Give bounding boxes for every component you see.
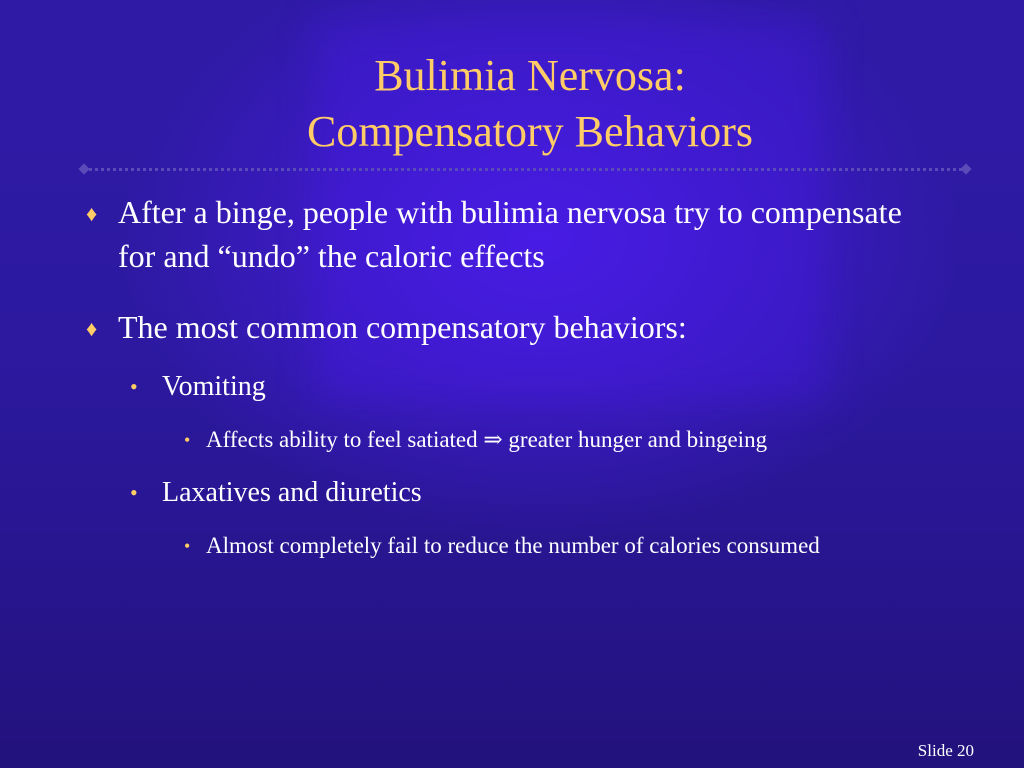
bullet-binge-compensation: After a binge, people with bulimia nervosa try to compensate for and “undo” the caloric effects [118, 194, 902, 274]
bullet-common-behaviors: The most common compensatory behaviors: [118, 309, 687, 345]
title-line-1: Bulimia Nervosa: [374, 51, 686, 100]
slide-title [0, 48, 1024, 160]
dot-bullet-icon: • [130, 374, 138, 399]
title-line-2: Compensatory Behaviors [306, 107, 754, 156]
detail-laxatives: Almost completely fail to reduce the number of calories consumed [206, 533, 820, 558]
dot-bullet-icon: • [184, 430, 191, 450]
dot-bullet-icon: • [130, 480, 138, 505]
divider-left-end [78, 163, 89, 174]
title-divider [84, 168, 968, 171]
divider-right-end [960, 163, 971, 174]
diamond-bullet-icon: ♦ [86, 316, 98, 341]
detail-vomiting: Affects ability to feel satiated ⇒ greater hunger and bingeing [206, 427, 768, 452]
slide-number: Slide 20 [917, 741, 974, 760]
sub-bullet-laxatives: Laxatives and diuretics [162, 477, 422, 508]
dot-bullet-icon: • [184, 536, 191, 556]
sub-bullet-vomiting: Vomiting [162, 371, 266, 402]
diamond-bullet-icon: ♦ [86, 201, 98, 226]
